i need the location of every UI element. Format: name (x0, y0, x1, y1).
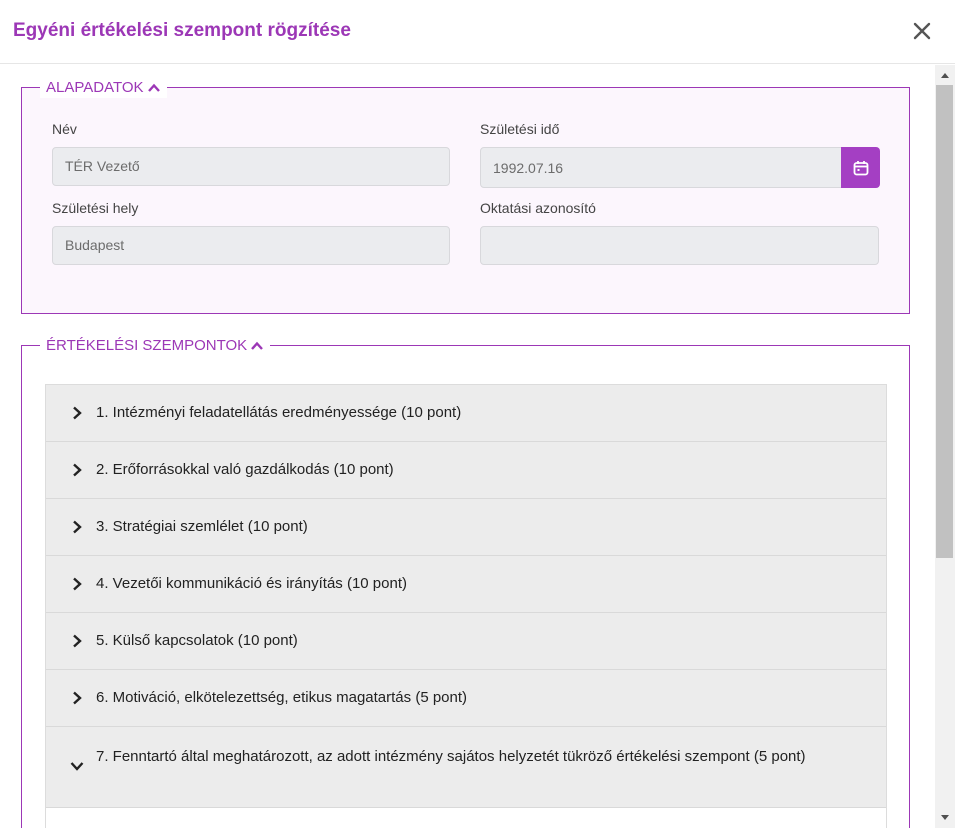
accordion-item-expanded[interactable] (46, 727, 886, 808)
szuletesi-hely-field[interactable]: Budapest (52, 226, 450, 265)
alapadatok-legend-text: ALAPADATOK (46, 79, 144, 96)
alapadatok-section (21, 79, 910, 314)
accordion-item[interactable] (46, 499, 886, 556)
szuletesi-hely-label: Születési hely (52, 200, 139, 216)
accordion-item-label: 3. Stratégiai szemlélet (10 pont) (96, 518, 308, 535)
szuletesi-ido-field[interactable]: 1992.07.16 (480, 147, 842, 188)
chevron-right-icon (70, 463, 84, 477)
ertekelesi-szempontok-section (21, 337, 910, 828)
chevron-right-icon (70, 691, 84, 705)
accordion-item[interactable] (46, 670, 886, 727)
accordion-item-label: 7. Fenntartó által meghatározott, az adott intézmény sajátos helyzetét tükröző értékelési szempont (5 pont) (96, 748, 806, 765)
accordion-item-label: 2. Erőforrásokkal való gazdálkodás (10 pont) (96, 461, 394, 478)
accordion-item[interactable] (46, 556, 886, 613)
alapadatok-legend[interactable] (40, 78, 167, 98)
calendar-icon (853, 160, 869, 176)
scroll-down-arrow-icon[interactable] (935, 808, 955, 826)
szuletesi-ido-label: Születési idő (480, 121, 560, 137)
accordion-item-label: 4. Vezetői kommunikáció és irányítás (10 pont) (96, 575, 407, 592)
chevron-right-icon (70, 577, 84, 591)
accordion-item-label: 5. Külső kapcsolatok (10 pont) (96, 632, 298, 649)
accordion-item-label: 6. Motiváció, elkötelezettség, etikus magatartás (5 pont) (96, 689, 468, 706)
oktatasi-azonosito-label: Oktatási azonosító (480, 200, 596, 216)
dialog-title: Egyéni értékelési szempont rögzítése (13, 20, 351, 41)
accordion-item[interactable] (46, 613, 886, 670)
dialog-header (0, 0, 955, 64)
chevron-up-icon (250, 339, 264, 353)
szempontok-legend-text: ÉRTÉKELÉSI SZEMPONTOK (46, 337, 248, 354)
szempontok-legend[interactable] (40, 336, 270, 356)
oktatasi-azonosito-field[interactable] (480, 226, 879, 265)
chevron-up-icon (147, 81, 161, 95)
nev-field[interactable]: TÉR Vezető (52, 147, 450, 186)
chevron-down-icon (70, 759, 84, 773)
dialog-body (0, 65, 935, 828)
chevron-right-icon (70, 520, 84, 534)
szempontok-accordion (45, 384, 887, 828)
calendar-button[interactable] (841, 147, 880, 188)
chevron-right-icon (70, 406, 84, 420)
vertical-scrollbar[interactable] (935, 65, 955, 828)
accordion-item[interactable] (46, 385, 886, 442)
chevron-right-icon (70, 634, 84, 648)
scrollbar-thumb[interactable] (936, 85, 953, 558)
accordion-item-label: 1. Intézményi feladatellátás eredményessége (10 pont) (96, 404, 462, 421)
nev-label: Név (52, 121, 77, 137)
accordion-item-content (46, 808, 886, 828)
accordion-item[interactable] (46, 442, 886, 499)
scroll-up-arrow-icon[interactable] (935, 67, 955, 85)
close-icon[interactable] (911, 17, 933, 43)
